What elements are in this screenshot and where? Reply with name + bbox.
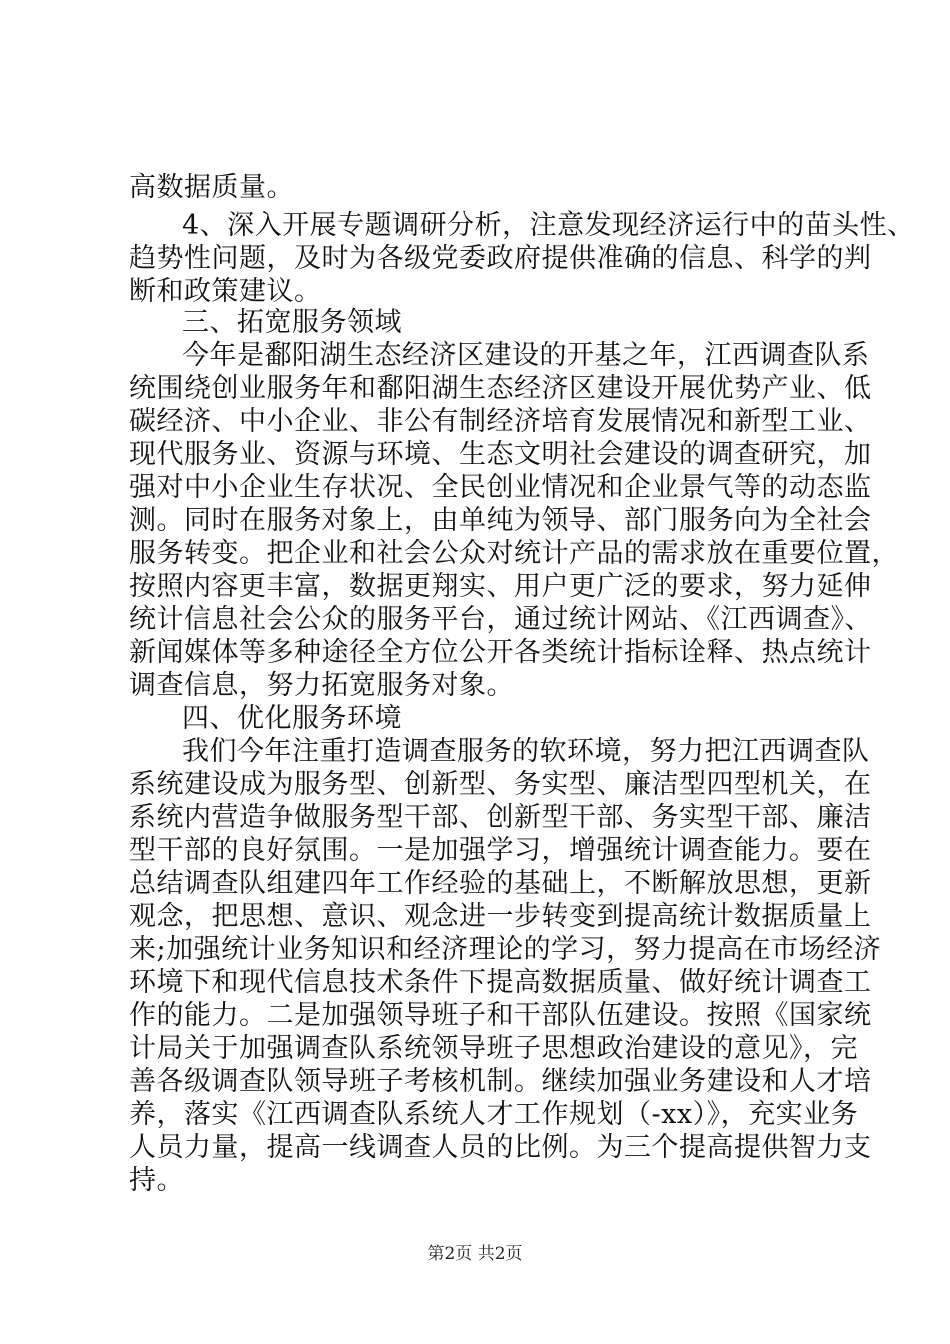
text-line: 总结调查队组建四年工作经验的基础上，不断解放思想，更新 xyxy=(129,868,872,899)
text-line: 今年是鄱阳湖生态经济区建设的开基之年，江西调查队系 xyxy=(182,340,870,371)
text-line: 善各级调查队领导班子考核机制。继续加强业务建设和人才培 xyxy=(129,1066,872,1097)
text-line: 服务转变。把企业和社会公众对统计产品的需求放在重要位置， xyxy=(129,538,899,569)
text-line: 现代服务业、资源与环境、生态文明社会建设的调查研究，加 xyxy=(129,439,872,470)
text-line: 高数据质量。 xyxy=(129,172,294,203)
text-line: 强对中小企业生存状况、全民创业情况和企业景气等的动态监 xyxy=(129,472,872,503)
text-line: 趋势性问题，及时为各级党委政府提供准确的信息、科学的判 xyxy=(129,243,872,274)
text-line: 计局关于加强调查队系统领导班子思想政治建设的意见》，完 xyxy=(129,1033,858,1064)
text-line: 持。 xyxy=(129,1165,184,1196)
section-heading: 三、拓宽服务领域 xyxy=(182,307,402,338)
text-line: 统围绕创业服务年和鄱阳湖生态经济区建设开展优势产业、低 xyxy=(129,373,872,404)
text-line: 测。同时在服务对象上，由单纯为领导、部门服务向为全社会 xyxy=(129,505,872,536)
text-line: 型干部的良好氛围。一是加强学习，增强统计调查能力。要在 xyxy=(129,835,872,866)
text-line: 环境下和现代信息技术条件下提高数据质量、做好统计调查工 xyxy=(129,967,872,998)
text-line: 新闻媒体等多种途径全方位公开各类统计指标诠释、热点统计 xyxy=(129,637,872,668)
text-line: 来;加强统计业务知识和经济理论的学习，努力提高在市场经济 xyxy=(129,934,882,965)
text-line: 系统内营造争做服务型干部、创新型干部、务实型干部、廉洁 xyxy=(129,802,872,833)
text-line: 观念，把思想、意识、观念进一步转变到提高统计数据质量上 xyxy=(129,901,872,932)
text-line: 养，落实《江西调查队系统人才工作规划（-xx）》，充实业务 xyxy=(129,1099,859,1130)
page-number-footer: 第2页 共2页 xyxy=(427,1244,523,1264)
text-line: 按照内容更丰富，数据更翔实、用户更广泛的要求，努力延伸 xyxy=(129,571,872,602)
text-line: 作的能力。二是加强领导班子和干部队伍建设。按照《国家统 xyxy=(129,1000,872,1031)
section-heading: 四、优化服务环境 xyxy=(182,703,402,734)
text-line: 4、深入开展专题调研分析，注意发现经济运行中的苗头性、 xyxy=(182,210,915,241)
text-line: 我们今年注重打造调查服务的软环境，努力把江西调查队 xyxy=(182,736,870,767)
text-line: 统计信息社会公众的服务平台，通过统计网站、《江西调查》、 xyxy=(129,604,872,635)
text-line: 系统建设成为服务型、创新型、务实型、廉洁型四型机关，在 xyxy=(129,769,872,800)
text-line: 人员力量，提高一线调查人员的比例。为三个提高提供智力支 xyxy=(129,1132,872,1163)
text-line: 调查信息，努力拓宽服务对象。 xyxy=(129,670,514,701)
text-line: 碳经济、中小企业、非公有制经济培育发展情况和新型工业、 xyxy=(129,406,872,437)
text-line: 断和政策建议。 xyxy=(129,276,322,307)
